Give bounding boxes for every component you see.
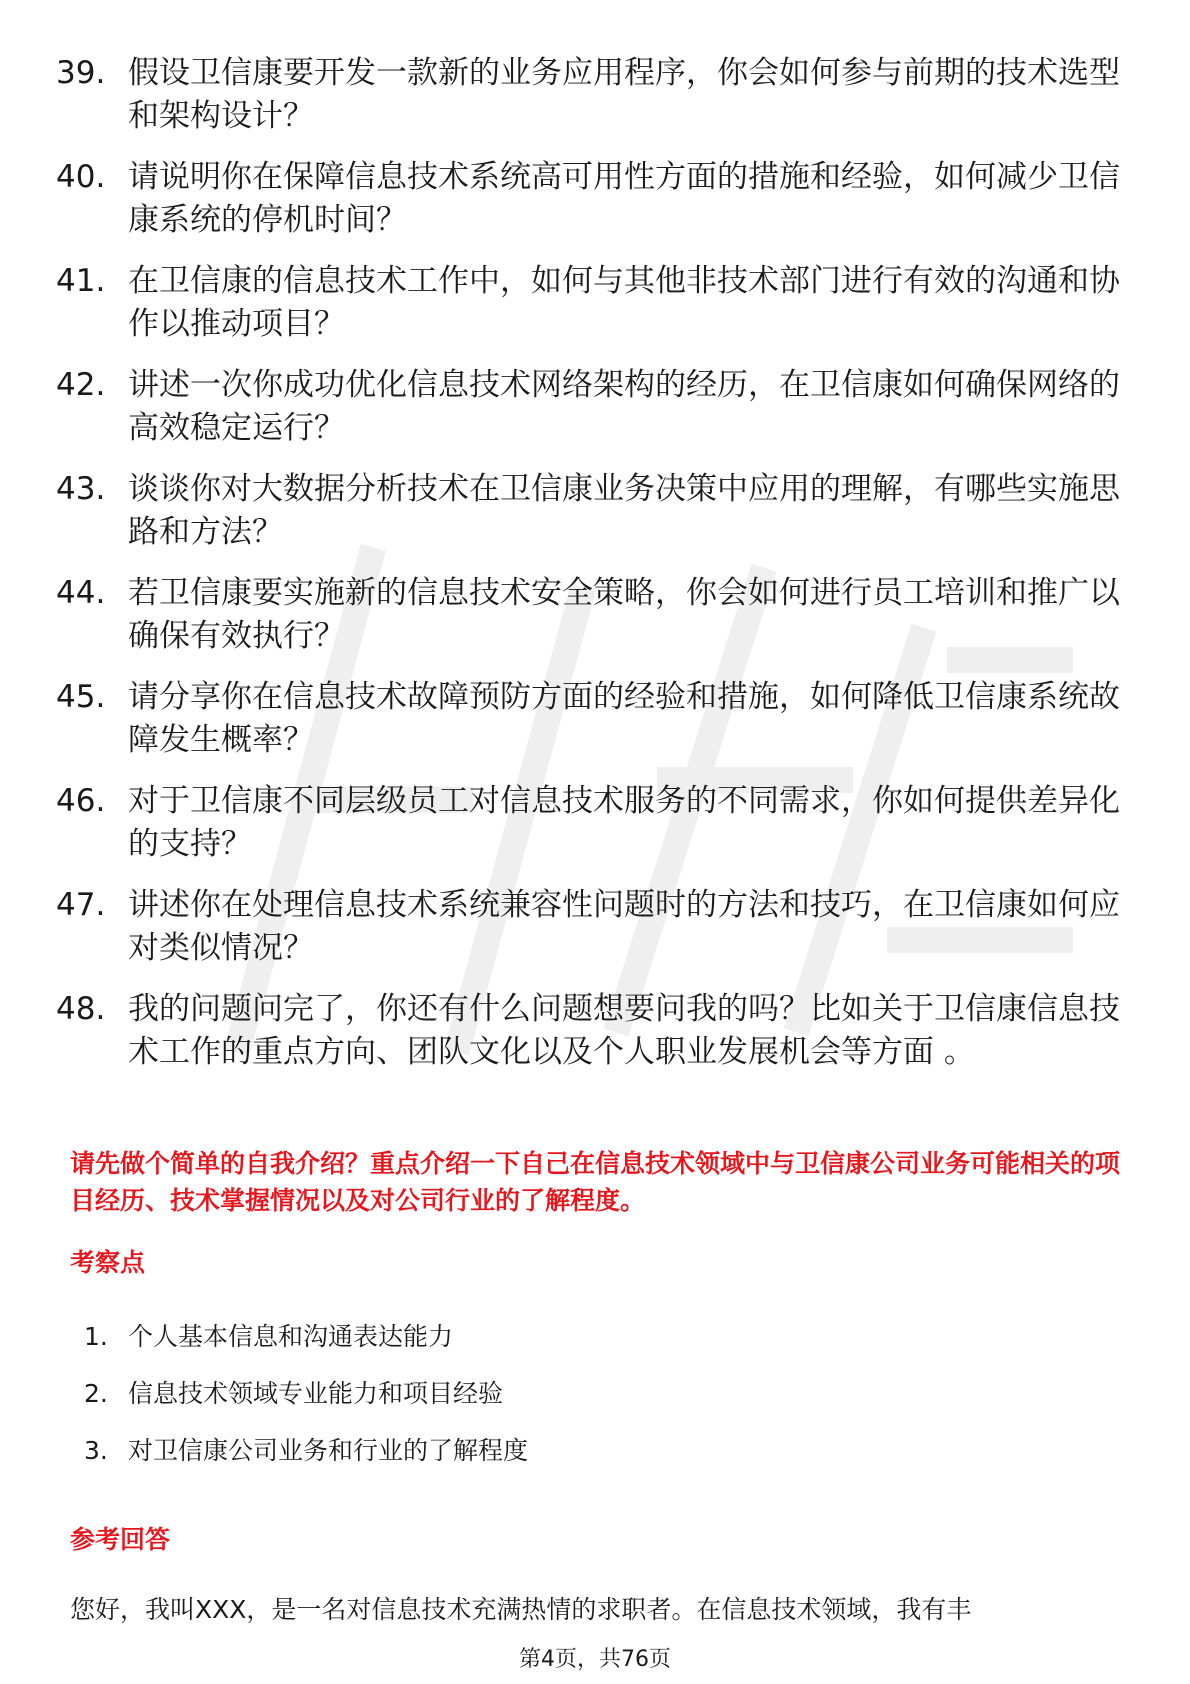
list-item — [56, 572, 1136, 658]
question-number: 47. — [56, 887, 106, 923]
list-item — [56, 52, 1136, 138]
points-list — [84, 1320, 528, 1491]
question-text: 在卫信康的信息技术工作中，如何与其他非技术部门进行有效的沟通和协作以推动项目？ — [128, 263, 1120, 342]
question-number: 45. — [56, 679, 106, 715]
question-text: 假设卫信康要开发一款新的业务应用程序，你会如何参与前期的技术选型和架构设计？ — [128, 55, 1120, 134]
section-heading-answer: 参考回答 — [70, 1525, 171, 1554]
question-text: 请分享你在信息技术故障预防方面的经验和措施，如何降低卫信康系统故障发生概率？ — [128, 679, 1120, 758]
question-text: 讲述一次你成功优化信息技术网络架构的经历，在卫信康如何确保网络的高效稳定运行？ — [128, 367, 1120, 446]
interview-prompt: 请先做个简单的自我介绍？重点介绍一下自己在信息技术领域中与卫信康公司业务可能相关的项目经历、技术掌握情况以及对公司行业的了解程度。 — [70, 1149, 1121, 1215]
list-item — [56, 780, 1136, 866]
question-number: 39. — [56, 55, 106, 91]
list-item — [84, 1434, 528, 1468]
list-item — [56, 884, 1136, 970]
list-item — [84, 1320, 528, 1354]
section-heading-points: 考察点 — [70, 1248, 146, 1277]
question-text: 若卫信康要实施新的信息技术安全策略，你会如何进行员工培训和推广以确保有效执行？ — [128, 575, 1120, 654]
question-number: 42. — [56, 367, 106, 403]
question-number: 44. — [56, 575, 106, 611]
question-number: 46. — [56, 783, 106, 819]
list-item — [84, 1377, 528, 1411]
list-item — [56, 468, 1136, 554]
question-list — [56, 52, 1136, 1092]
answer-paragraph: 您好，我叫XXX，是一名对信息技术充满热情的求职者。在信息技术领域，我有丰 — [70, 1595, 972, 1624]
list-item — [56, 988, 1136, 1074]
question-text: 我的问题问完了，你还有什么问题想要问我的吗？比如关于卫信康信息技术工作的重点方向、团队文化以及个人职业发展机会等方面 。 — [128, 991, 1120, 1070]
page-footer: 第4页，共76页 — [519, 1647, 671, 1672]
question-text: 对于卫信康不同层级员工对信息技术服务的不同需求，你如何提供差异化的支持？ — [128, 783, 1120, 862]
question-text: 请说明你在保障信息技术系统高可用性方面的措施和经验，如何减少卫信康系统的停机时间？ — [128, 159, 1120, 238]
question-number: 41. — [56, 263, 106, 299]
point-number: 2. — [84, 1379, 108, 1408]
question-number: 43. — [56, 471, 106, 507]
list-item — [56, 676, 1136, 762]
question-text: 讲述你在处理信息技术系统兼容性问题时的方法和技巧，在卫信康如何应对类似情况？ — [128, 887, 1120, 966]
list-item — [56, 260, 1136, 346]
point-text: 对卫信康公司业务和行业的了解程度 — [128, 1436, 529, 1465]
question-text: 谈谈你对大数据分析技术在卫信康业务决策中应用的理解，有哪些实施思路和方法？ — [128, 471, 1120, 550]
point-text: 个人基本信息和沟通表达能力 — [128, 1322, 454, 1351]
question-number: 48. — [56, 991, 106, 1027]
point-number: 3. — [84, 1436, 108, 1465]
list-item — [56, 364, 1136, 450]
list-item — [56, 156, 1136, 242]
point-text: 信息技术领域专业能力和项目经验 — [128, 1379, 504, 1408]
point-number: 1. — [84, 1322, 108, 1351]
question-number: 40. — [56, 159, 106, 195]
